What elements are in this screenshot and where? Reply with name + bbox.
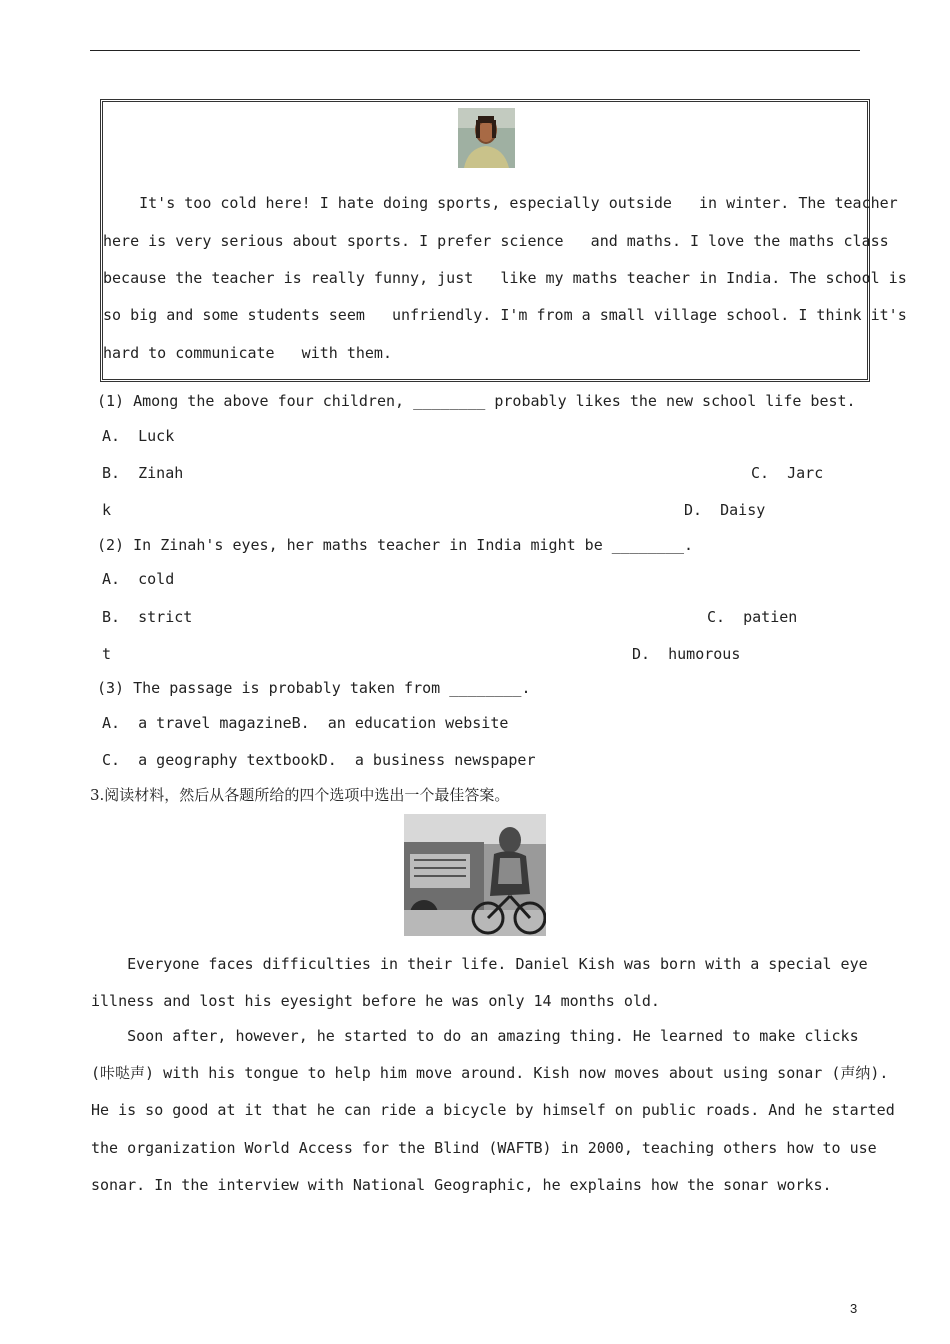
- section-3-heading: 3.阅读材料，然后从各题所给的四个选项中选出一个最佳答案。: [90, 786, 510, 804]
- passage-line: so big and some students seem unfriendly. I'm from a small village school. I think it's: [103, 306, 907, 324]
- article-line: illness and lost his eyesight before he was only 14 months old.: [91, 992, 660, 1010]
- article-line: the organization World Access for the Blind (WAFTB) in 2000, teaching others how to use: [91, 1139, 877, 1157]
- page-number: 3: [850, 1301, 858, 1316]
- passage-line: hard to communicate with them.: [103, 344, 392, 362]
- q2-option-d: D. humorous: [632, 645, 741, 663]
- question-3-stem: (3) The passage is probably taken from ________.: [97, 679, 531, 697]
- article-line: Everyone faces difficulties in their life. Daniel Kish was born with a special eye: [91, 955, 868, 973]
- q2-option-a: A. cold: [102, 570, 175, 588]
- article-line: (咔哒声) with his tongue to help him move around. Kish now moves about using sonar (声纳).: [91, 1064, 889, 1082]
- q1-option-c: C. Jarc: [751, 464, 824, 482]
- q1-option-c-wrap: k: [102, 501, 112, 519]
- article-line: sonar. In the interview with National Geographic, he explains how the sonar works.: [91, 1176, 832, 1194]
- passage-line: because the teacher is really funny, just like my maths teacher in India. The school is: [103, 269, 907, 287]
- q2-option-c: C. patien: [707, 608, 798, 626]
- question-2-stem: (2) In Zinah's eyes, her maths teacher in India might be ________.: [97, 536, 694, 554]
- q3-options-ab: A. a travel magazineB. an education website: [102, 714, 509, 732]
- passage-line: here is very serious about sports. I prefer science and maths. I love the maths class: [103, 232, 889, 250]
- q1-option-b: B. Zinah: [102, 464, 184, 482]
- cyclist-photo: [404, 814, 546, 936]
- article-line: Soon after, however, he started to do an amazing thing. He learned to make clicks: [91, 1027, 859, 1045]
- q1-option-a: A. Luck: [102, 427, 175, 445]
- passage-line: It's too cold here! I hate doing sports, especially outside in winter. The teacher: [103, 194, 898, 212]
- girl-photo: [458, 108, 515, 168]
- q3-options-cd: C. a geography textbookD. a business newspaper: [102, 751, 536, 769]
- question-1-stem: (1) Among the above four children, ________ probably likes the new school life best.: [97, 392, 856, 410]
- q2-option-c-wrap: t: [102, 645, 112, 663]
- q2-option-b: B. strict: [102, 608, 193, 626]
- article-line: He is so good at it that he can ride a bicycle by himself on public roads. And he started: [91, 1101, 895, 1119]
- q1-option-d: D. Daisy: [684, 501, 766, 519]
- header-rule: [90, 50, 860, 51]
